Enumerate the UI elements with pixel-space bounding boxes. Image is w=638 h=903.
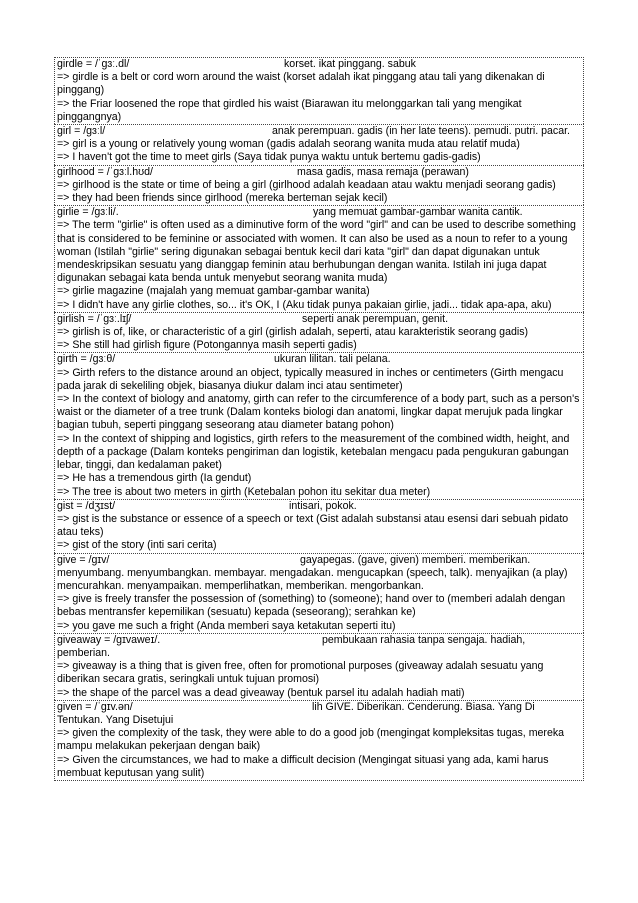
entry-headline <box>57 353 581 366</box>
entry-example: => girlhood is the state or time of being a girl (girlhood adalah keadaan atau waktu menjadi seorang gadis) <box>57 178 556 191</box>
entry-term: girl = /ɡɜːl/ <box>57 125 106 138</box>
entry-meaning: masa gadis, masa remaja (perawan) <box>297 165 469 178</box>
entry-example: => He has a tremendous girth (Ia gendut) <box>57 472 252 485</box>
entry-headline <box>57 554 581 594</box>
entry-term: gist = /dʒɪst/ <box>57 499 116 512</box>
entry-example: => Given the circumstances, we had to make a difficult decision (Mengingat situasi yang ada, kami harus membuat keputusan yang sulit) <box>57 753 549 779</box>
entry-example: => gist of the story (inti sari cerita) <box>57 539 217 552</box>
entry-headline <box>57 125 581 138</box>
entry-example: => given the complexity of the task, they were able to do a good job (mengingat kompleksitas tugas, mereka mampu melakukan pekerjaan dengan baik) <box>57 727 565 753</box>
entry-example: => the Friar loosened the rope that girdled his waist (Biarawan itu melonggarkan tali yang mengikat pinggangnya) <box>57 97 522 123</box>
dictionary-entry <box>54 499 584 553</box>
entry-term: girlish = /ˈɡɜː.lɪʃ/ <box>57 312 132 325</box>
entry-headline <box>57 166 581 179</box>
entry-example: => gist is the substance or essence of a speech or text (Gist adalah substansi atau esensi dari sebuah pidato atau teks) <box>57 512 569 539</box>
entry-example: => I haven't got the time to meet girls (Saya tidak punya waktu untuk bertemu gadis-gadis) <box>57 151 481 164</box>
entry-example: => In the context of shipping and logistics, girth refers to the measurement of the combined width, height, and depth of a package (Dalam konteks pengiriman dan logistik, ketebalan mengacu pada pengukuran gabungan lebar, tinggi, dan kedalaman paket) <box>57 432 570 472</box>
entry-example: => She still had girlish figure (Potongannya masih seperti gadis) <box>57 339 357 352</box>
entry-example: => In the context of biology and anatomy, girth can refer to the circumference of a body part, such as a person's waist or the diameter of a tree trunk (Dalam konteks biologi dan anatomi, lingkar dapat merujuk pada lingkar bagian tubuh, seperti pinggang seseorang atau diameter batang pohon) <box>57 393 580 432</box>
entry-headline <box>57 313 581 326</box>
entry-meaning: korset. ikat pinggang. sabuk <box>284 58 416 70</box>
dictionary-page <box>54 57 584 781</box>
entry-headline <box>57 58 581 71</box>
entry-headline <box>57 634 581 660</box>
dictionary-entry <box>54 633 584 700</box>
dictionary-entry <box>54 700 584 781</box>
dictionary-entry <box>54 352 584 498</box>
dictionary-entry <box>54 553 584 633</box>
entry-example: => girdle is a belt or cord worn around the waist (korset adalah ikat pinggang atau tali yang dikenakan di pinggang) <box>57 71 545 97</box>
dictionary-entry <box>54 312 584 353</box>
entry-example: => The term "girlie" is often used as a diminutive form of the word "girl" and can be used to describe something that is considered to be feminine or associated with women. It can also be used as a noun to refer to a young woman (Istilah "girlie" sering digunakan sebagai bentuk kecil dari kata "girl" dan dapat digunakan untuk mendeskripsikan sesuatu yang dianggap feminin atau berhubungan dengan wanita. Istilah ini juga dapat digunakan sebagai kata benda untuk menyebut seorang wanita muda) <box>57 219 576 285</box>
entry-example: => give is freely transfer the possession of (something) to (someone); hand over to (memberi adalah dengan bebas mentransfer kepemilikan (sesuatu) kepada (seseorang); serahkan ke) <box>57 593 566 619</box>
entry-headline <box>57 500 581 513</box>
entry-example: => girl is a young or relatively young woman (gadis adalah seorang wanita muda atau relatif muda) <box>57 138 520 151</box>
entry-example: => the shape of the parcel was a dead giveaway (bentuk parsel itu adalah hadiah mati) <box>57 686 465 699</box>
entry-term: girdle = /ˈɡɜː.dl/ <box>57 58 130 70</box>
entry-term: girlhood = /ˈɡɜːl.hʊd/ <box>57 165 153 178</box>
entry-term: given = /ˈɡɪv.ən/ <box>57 700 133 713</box>
entry-example: => Girth refers to the distance around an object, typically measured in inches or centimeters (Girth mengacu pada jarak di sekeliling objek, biasanya diukur dalam inci atau sentimeter) <box>57 366 564 392</box>
dictionary-entry <box>54 124 584 165</box>
entry-meaning: intisari, pokok. <box>289 499 357 512</box>
entry-example: => you gave me such a fright (Anda memberi saya ketakutan seperti itu) <box>57 619 396 632</box>
entry-meaning: yang memuat gambar-gambar wanita cantik. <box>313 206 523 219</box>
entry-term: giveaway = /ɡɪvaweɪ/. <box>57 633 161 646</box>
entry-example: => The tree is about two meters in girth (Ketebalan pohon itu sekitar dua meter) <box>57 485 431 498</box>
entry-example: => I didn't have any girlie clothes, so... it's OK, I (Aku tidak punya pakaian girlie, jadi... tidak apa-apa, aku) <box>57 298 552 311</box>
entry-term: girlie = /ɡɜːli/. <box>57 206 119 219</box>
dictionary-entry <box>54 57 584 124</box>
dictionary-entry <box>54 205 584 312</box>
entry-meaning: anak perempuan. gadis (in her late teens). pemudi. putri. pacar. <box>272 125 570 138</box>
entry-meaning: ukuran lilitan. tali pelana. <box>274 353 391 366</box>
entry-example: => girlie magazine (majalah yang memuat gambar-gambar wanita) <box>57 285 370 298</box>
entry-example: => girlish is of, like, or characteristic of a girl (girlish adalah, seperti, atau karakteristik seorang gadis) <box>57 326 529 339</box>
entry-headline <box>57 701 581 727</box>
dictionary-entry <box>54 165 584 206</box>
entry-example: => they had been friends since girlhood (mereka berteman sejak kecil) <box>57 192 388 205</box>
entry-term: give = /ɡɪv/ <box>57 553 110 566</box>
entry-example: => giveaway is a thing that is given free, often for promotional purposes (giveaway adalah sesuatu yang diberikan secara gratis, seringkali untuk tujuan promosi) <box>57 660 544 686</box>
entry-headline <box>57 206 581 219</box>
entry-meaning: lih GIVE. Diberikan. Cenderung. Biasa. Yang Di Tentukan. Yang Disetujui <box>57 700 535 726</box>
entry-meaning: gayapegas. (gave, given) memberi. memberikan. menyumbang. menyumbangkan. membayar. mengadakan. mengucapkan (speech, talk). menyajikan (a play) mencurahkan. menyampaikan. memperlihatkan, memberikan. mengorbankan. <box>57 553 568 592</box>
entry-meaning: seperti anak perempuan, genit. <box>302 312 449 325</box>
entry-meaning: pembukaan rahasia tanpa sengaja. hadiah, pemberian. <box>57 633 526 659</box>
entry-term: girth = /ɡɜːθ/ <box>57 353 116 366</box>
